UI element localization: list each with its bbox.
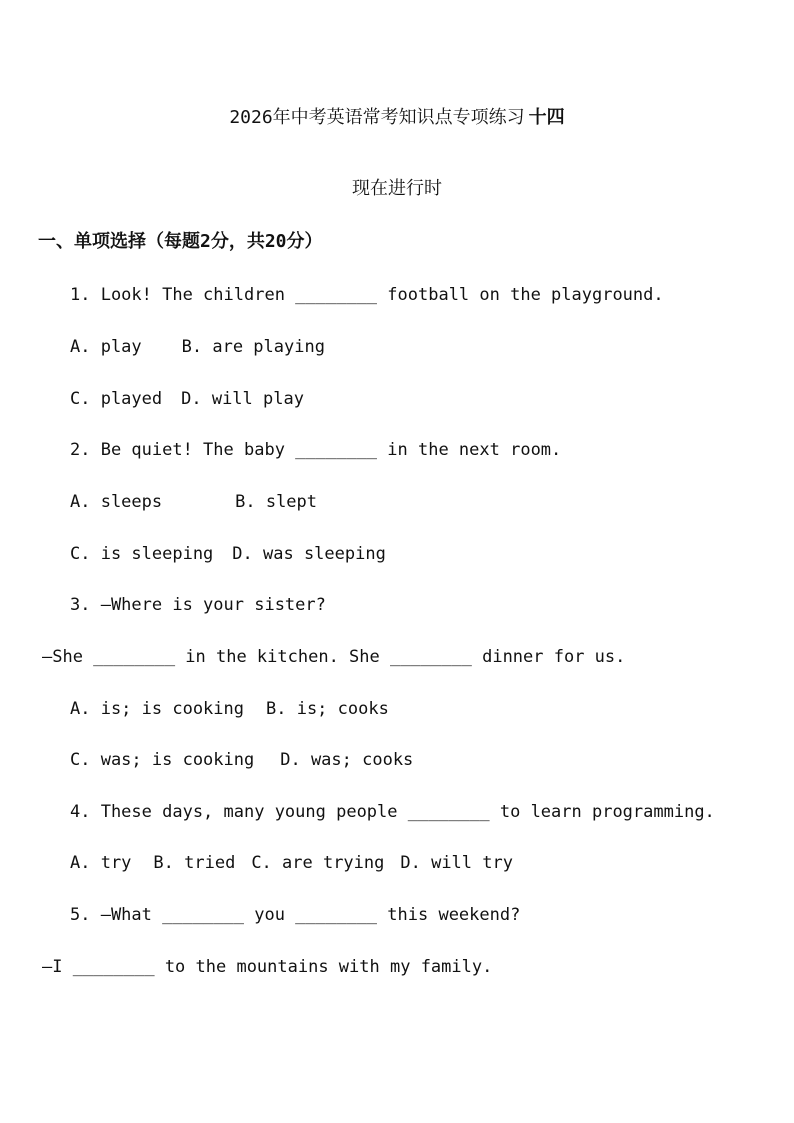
question-3-stem: 3. —Where is your sister? — [70, 595, 326, 615]
question-4-options-row-1 — [70, 851, 513, 875]
option-d: D. will play — [181, 389, 304, 409]
question-3-answer-line: —She ________ in the kitchen. She ________ dinner for us. — [42, 647, 626, 667]
question-3-options-row-1 — [70, 697, 389, 721]
option-c: C. played — [70, 389, 163, 409]
option-b: B. are playing — [181, 337, 325, 357]
title-text: 2026年中考英语常考知识点专项练习 — [229, 107, 525, 128]
option-b: B. tried — [153, 853, 236, 873]
option-c: C. are trying — [251, 853, 385, 873]
option-c: C. was; is cooking — [70, 750, 255, 770]
option-a: A. try — [70, 853, 132, 873]
question-2-stem: 2. Be quiet! The baby ________ in the next room. — [70, 440, 562, 460]
section-heading: 一、单项选择（每题2分，共20分） — [38, 231, 323, 252]
document-title — [0, 106, 794, 130]
question-4-stem: 4. These days, many young people ________ to learn programming. — [70, 802, 715, 822]
option-b: B. is; cooks — [266, 699, 389, 719]
question-3-options-row-2 — [70, 748, 413, 772]
option-a: A. play — [70, 337, 142, 357]
option-c: C. is sleeping — [70, 544, 214, 564]
option-a: A. sleeps — [70, 492, 163, 512]
question-1-stem: 1. Look! The children ________ football on the playground. — [70, 285, 664, 305]
question-2-options-row-1 — [70, 490, 317, 514]
document-subtitle: 现在进行时 — [352, 178, 442, 199]
option-d: D. was sleeping — [232, 544, 386, 564]
question-5-answer-line: —I ________ to the mountains with my family. — [42, 957, 493, 977]
title-suffix: 十四 — [528, 107, 565, 128]
question-1-options-row-2 — [70, 387, 304, 411]
option-a: A. is; is cooking — [70, 699, 244, 719]
option-b: B. slept — [235, 492, 318, 512]
option-d: D. will try — [400, 853, 513, 873]
question-5-stem: 5. —What ________ you ________ this weekend? — [70, 905, 521, 925]
question-2-options-row-2 — [70, 542, 386, 566]
option-d: D. was; cooks — [280, 750, 414, 770]
question-1-options-row-1 — [70, 335, 325, 359]
